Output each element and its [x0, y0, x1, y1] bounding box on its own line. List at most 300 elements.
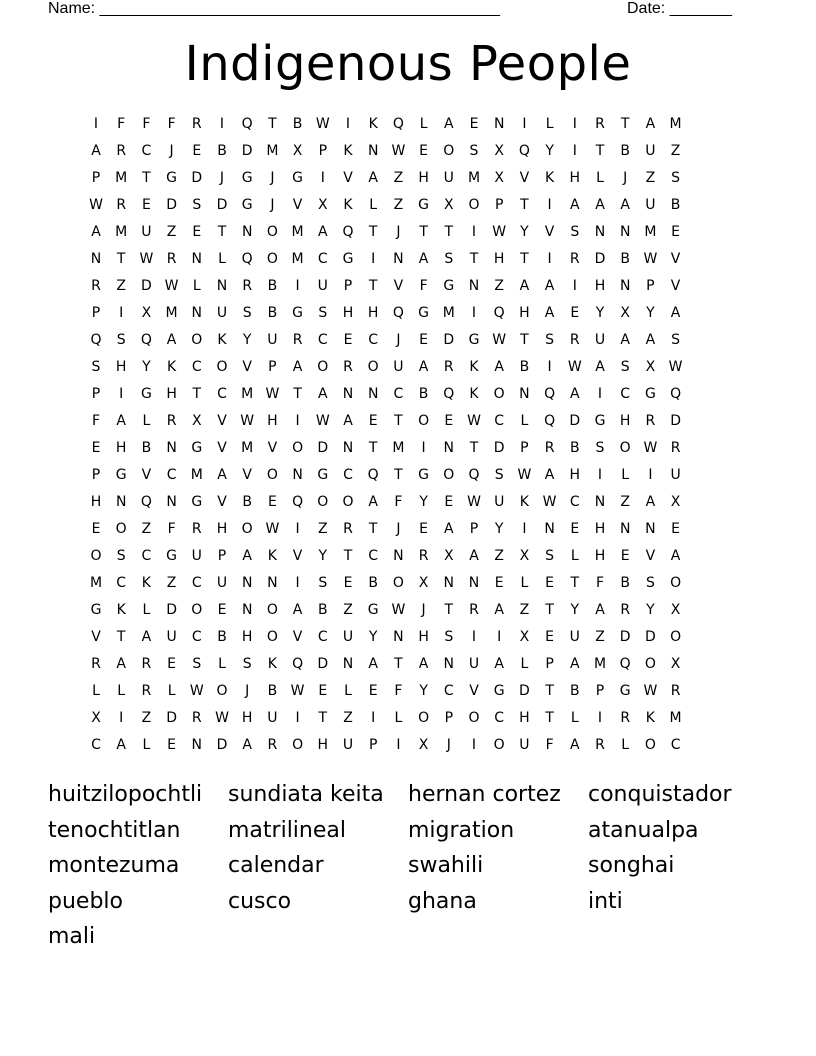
grid-letter[interactable]: G	[594, 413, 606, 429]
grid-letter[interactable]: T	[192, 386, 202, 402]
grid-letter[interactable]: A	[116, 413, 126, 429]
grid-letter[interactable]: O	[367, 359, 379, 375]
grid-letter[interactable]: G	[418, 467, 430, 483]
grid-letter[interactable]: Z	[393, 197, 404, 213]
grid-letter[interactable]: R	[569, 251, 580, 267]
grid-letter[interactable]: T	[318, 710, 328, 726]
grid-letter[interactable]: N	[443, 440, 455, 456]
grid-letter[interactable]: J	[396, 224, 401, 240]
grid-letter[interactable]: O	[292, 440, 304, 456]
grid-letter[interactable]: C	[191, 359, 202, 375]
grid-letter[interactable]: W	[492, 332, 507, 348]
grid-letter[interactable]: A	[570, 197, 580, 213]
grid-letter[interactable]: B	[569, 440, 580, 456]
grid-letter[interactable]: F	[91, 413, 101, 429]
grid-letter[interactable]: O	[317, 359, 329, 375]
grid-letter[interactable]: I	[471, 629, 477, 645]
grid-letter[interactable]: G	[166, 548, 178, 564]
grid-letter[interactable]: O	[493, 386, 505, 402]
grid-letter[interactable]: A	[494, 359, 504, 375]
grid-letter[interactable]: D	[493, 440, 505, 456]
grid-letter[interactable]: A	[292, 602, 303, 618]
grid-letter[interactable]: X	[670, 602, 681, 618]
grid-letter[interactable]: Z	[166, 575, 177, 591]
grid-letter[interactable]: Y	[545, 143, 554, 159]
grid-letter[interactable]: W	[643, 683, 658, 699]
grid-letter[interactable]: R	[166, 413, 177, 429]
grid-letter[interactable]: F	[117, 116, 126, 132]
grid-letter[interactable]: U	[494, 494, 505, 510]
grid-letter[interactable]: N	[519, 386, 530, 402]
grid-letter[interactable]: H	[619, 413, 631, 429]
grid-letter[interactable]: U	[569, 629, 580, 645]
grid-letter[interactable]: Z	[670, 143, 681, 159]
grid-letter[interactable]: W	[315, 413, 330, 429]
grid-letter[interactable]: J	[270, 197, 275, 213]
grid-letter[interactable]: A	[368, 494, 378, 510]
grid-letter[interactable]: Z	[595, 629, 605, 645]
grid-letter[interactable]: L	[142, 602, 151, 618]
grid-letter[interactable]: N	[443, 575, 455, 591]
grid-letter[interactable]: A	[444, 116, 454, 132]
grid-letter[interactable]: V	[292, 548, 303, 564]
grid-letter[interactable]: V	[242, 359, 252, 375]
grid-letter[interactable]: R	[670, 440, 681, 456]
grid-letter[interactable]: H	[493, 251, 505, 267]
grid-letter[interactable]: A	[570, 737, 580, 753]
grid-letter[interactable]: E	[444, 494, 454, 510]
grid-letter[interactable]: A	[620, 332, 630, 348]
grid-letter[interactable]: I	[547, 251, 552, 267]
grid-letter[interactable]: A	[242, 737, 252, 753]
grid-letter[interactable]: R	[544, 440, 555, 456]
grid-letter[interactable]: E	[671, 224, 681, 240]
grid-letter[interactable]: I	[371, 251, 376, 267]
grid-letter[interactable]: R	[469, 602, 479, 618]
grid-letter[interactable]: U	[443, 170, 454, 186]
grid-letter[interactable]: C	[343, 467, 353, 483]
grid-letter[interactable]: P	[91, 305, 101, 321]
grid-letter[interactable]: N	[619, 521, 631, 537]
grid-letter[interactable]: Q	[544, 386, 556, 402]
grid-letter[interactable]: E	[343, 575, 353, 591]
grid-letter[interactable]: P	[646, 278, 655, 294]
grid-letter[interactable]: S	[91, 359, 101, 375]
grid-letter[interactable]: K	[141, 575, 151, 591]
grid-letter[interactable]: Y	[646, 602, 655, 618]
grid-letter[interactable]: N	[468, 575, 480, 591]
grid-letter[interactable]: A	[570, 386, 580, 402]
grid-letter[interactable]: R	[116, 143, 127, 159]
grid-letter[interactable]: T	[293, 386, 302, 402]
grid-letter[interactable]: X	[670, 494, 681, 510]
grid-letter[interactable]: W	[215, 710, 229, 726]
grid-letter[interactable]: I	[572, 143, 577, 159]
grid-letter[interactable]: N	[166, 494, 177, 510]
grid-letter[interactable]: S	[620, 359, 630, 375]
grid-letter[interactable]: M	[442, 305, 455, 321]
grid-letter[interactable]: L	[369, 197, 378, 213]
grid-letter[interactable]: M	[115, 224, 128, 240]
grid-letter[interactable]: T	[620, 116, 630, 132]
grid-letter[interactable]: R	[595, 116, 605, 132]
grid-letter[interactable]: L	[142, 737, 151, 753]
grid-letter[interactable]: H	[519, 305, 530, 321]
grid-letter[interactable]: W	[467, 494, 481, 510]
grid-letter[interactable]: K	[267, 656, 277, 672]
grid-letter[interactable]: A	[318, 224, 328, 240]
grid-letter[interactable]: G	[140, 386, 152, 402]
grid-letter[interactable]: C	[494, 710, 505, 726]
grid-letter[interactable]: H	[594, 278, 606, 294]
grid-letter[interactable]: F	[142, 116, 151, 132]
grid-letter[interactable]: I	[471, 737, 477, 753]
grid-letter[interactable]: W	[668, 359, 683, 375]
grid-letter[interactable]: T	[368, 224, 378, 240]
grid-letter[interactable]: Q	[342, 224, 354, 240]
grid-letter[interactable]: C	[317, 629, 328, 645]
grid-letter[interactable]: P	[217, 548, 227, 564]
grid-letter[interactable]: Q	[544, 413, 556, 429]
grid-letter[interactable]: S	[444, 629, 454, 645]
grid-letter[interactable]: P	[368, 737, 378, 753]
grid-letter[interactable]: A	[418, 656, 429, 672]
grid-letter[interactable]: G	[317, 467, 329, 483]
grid-letter[interactable]: O	[644, 737, 656, 753]
grid-letter[interactable]: W	[89, 197, 103, 213]
grid-letter[interactable]: K	[469, 386, 479, 402]
grid-letter[interactable]: H	[418, 170, 429, 186]
grid-letter[interactable]: U	[670, 467, 681, 483]
grid-letter[interactable]: A	[544, 467, 555, 483]
grid-letter[interactable]: N	[619, 224, 631, 240]
grid-letter[interactable]: Y	[318, 548, 328, 564]
grid-letter[interactable]: H	[90, 494, 102, 510]
grid-letter[interactable]: E	[570, 305, 580, 321]
grid-letter[interactable]: J	[623, 170, 628, 186]
grid-letter[interactable]: D	[519, 683, 530, 699]
grid-letter[interactable]: F	[595, 575, 605, 591]
grid-letter[interactable]: T	[394, 413, 403, 429]
grid-letter[interactable]: A	[418, 359, 429, 375]
grid-letter[interactable]: I	[295, 521, 300, 537]
grid-letter[interactable]: B	[670, 197, 681, 213]
grid-letter[interactable]: V	[242, 467, 252, 483]
grid-letter[interactable]: N	[115, 494, 127, 510]
grid-letter[interactable]: E	[343, 332, 353, 348]
grid-letter[interactable]: H	[569, 467, 581, 483]
grid-letter[interactable]: G	[166, 170, 178, 186]
grid-letter[interactable]: K	[368, 116, 378, 132]
grid-letter[interactable]: P	[318, 143, 328, 159]
grid-letter[interactable]: M	[669, 710, 682, 726]
grid-letter[interactable]: A	[645, 494, 656, 510]
grid-letter[interactable]: G	[342, 251, 354, 267]
grid-letter[interactable]: A	[116, 656, 126, 672]
grid-letter[interactable]: N	[191, 305, 203, 321]
grid-letter[interactable]: U	[166, 629, 177, 645]
grid-letter[interactable]: M	[190, 467, 203, 483]
grid-letter[interactable]: P	[545, 656, 554, 672]
grid-letter[interactable]: I	[471, 305, 477, 321]
grid-letter[interactable]: O	[443, 467, 455, 483]
grid-letter[interactable]: Q	[292, 494, 304, 510]
grid-letter[interactable]: O	[468, 197, 480, 213]
grid-letter[interactable]: N	[645, 521, 656, 537]
grid-letter[interactable]: G	[90, 602, 102, 618]
grid-letter[interactable]: C	[569, 494, 580, 510]
grid-letter[interactable]: O	[670, 629, 682, 645]
grid-letter[interactable]: R	[116, 197, 127, 213]
grid-letter[interactable]: I	[547, 359, 552, 375]
grid-letter[interactable]: L	[520, 413, 529, 429]
grid-letter[interactable]: T	[520, 197, 529, 213]
grid-letter[interactable]: O	[266, 251, 278, 267]
grid-letter[interactable]: E	[469, 116, 479, 132]
grid-letter[interactable]: A	[217, 467, 227, 483]
grid-letter[interactable]: G	[241, 170, 253, 186]
grid-letter[interactable]: E	[545, 575, 555, 591]
grid-letter[interactable]: T	[419, 224, 428, 240]
grid-letter[interactable]: N	[166, 440, 177, 456]
grid-letter[interactable]: M	[241, 386, 254, 402]
grid-letter[interactable]: A	[595, 197, 605, 213]
grid-letter[interactable]: Z	[393, 170, 404, 186]
grid-letter[interactable]: M	[644, 224, 657, 240]
grid-letter[interactable]: G	[468, 332, 480, 348]
grid-letter[interactable]: J	[169, 143, 174, 159]
grid-letter[interactable]: X	[91, 710, 101, 726]
grid-letter[interactable]: N	[191, 737, 203, 753]
grid-letter[interactable]: V	[670, 251, 681, 267]
grid-letter[interactable]: B	[217, 629, 227, 645]
grid-letter[interactable]: S	[318, 575, 328, 591]
grid-letter[interactable]: G	[191, 440, 203, 456]
grid-letter[interactable]: T	[520, 251, 529, 267]
grid-letter[interactable]: E	[192, 143, 202, 159]
grid-letter[interactable]: B	[267, 278, 278, 294]
grid-letter[interactable]: Y	[570, 602, 580, 618]
grid-letter[interactable]: E	[167, 737, 177, 753]
date-field[interactable]: Date: _______	[627, 0, 732, 17]
grid-letter[interactable]: Q	[367, 467, 379, 483]
grid-letter[interactable]: B	[620, 143, 630, 159]
grid-letter[interactable]: A	[141, 629, 152, 645]
grid-letter[interactable]: D	[216, 737, 228, 753]
grid-letter[interactable]: K	[217, 332, 227, 348]
grid-letter[interactable]: N	[594, 494, 606, 510]
grid-letter[interactable]: Z	[343, 710, 353, 726]
grid-letter[interactable]: W	[542, 494, 557, 510]
grid-letter[interactable]: R	[91, 278, 101, 294]
grid-letter[interactable]: N	[393, 548, 404, 564]
grid-letter[interactable]: U	[191, 548, 202, 564]
grid-letter[interactable]: R	[569, 332, 580, 348]
grid-letter[interactable]: I	[572, 116, 577, 132]
grid-letter[interactable]: O	[468, 710, 480, 726]
grid-letter[interactable]: W	[391, 143, 406, 159]
grid-letter[interactable]: C	[217, 386, 227, 402]
grid-letter[interactable]: T	[142, 170, 151, 186]
grid-letter[interactable]: S	[116, 548, 126, 564]
grid-letter[interactable]: P	[91, 467, 101, 483]
grid-letter[interactable]: R	[343, 359, 353, 375]
grid-letter[interactable]: K	[545, 170, 555, 186]
grid-letter[interactable]: I	[119, 386, 124, 402]
grid-letter[interactable]: W	[643, 440, 658, 456]
grid-letter[interactable]: B	[242, 494, 252, 510]
grid-letter[interactable]: Q	[241, 116, 253, 132]
grid-letter[interactable]: T	[268, 116, 277, 132]
grid-letter[interactable]: A	[645, 116, 656, 132]
grid-letter[interactable]: Q	[619, 656, 631, 672]
grid-letter[interactable]: J	[270, 170, 275, 186]
grid-letter[interactable]: G	[292, 305, 304, 321]
grid-letter[interactable]: I	[219, 116, 225, 132]
grid-letter[interactable]: R	[191, 710, 202, 726]
grid-letter[interactable]: S	[570, 224, 580, 240]
grid-letter[interactable]: R	[91, 656, 101, 672]
grid-letter[interactable]: N	[342, 440, 354, 456]
grid-letter[interactable]: J	[396, 332, 401, 348]
grid-letter[interactable]: R	[343, 521, 353, 537]
grid-letter[interactable]: U	[216, 305, 228, 321]
grid-letter[interactable]: D	[166, 710, 177, 726]
grid-letter[interactable]: H	[569, 170, 581, 186]
grid-letter[interactable]: B	[620, 575, 630, 591]
grid-letter[interactable]: J	[219, 170, 225, 186]
grid-letter[interactable]: D	[141, 278, 152, 294]
grid-letter[interactable]: V	[267, 440, 278, 456]
grid-letter[interactable]: C	[443, 683, 454, 699]
grid-letter[interactable]: A	[519, 278, 530, 294]
grid-letter[interactable]: V	[393, 278, 404, 294]
grid-letter[interactable]: L	[117, 683, 126, 699]
grid-letter[interactable]: O	[443, 143, 455, 159]
grid-letter[interactable]: C	[116, 575, 127, 591]
grid-letter[interactable]: A	[645, 332, 656, 348]
grid-letter[interactable]: I	[320, 170, 325, 186]
grid-letter[interactable]: X	[192, 413, 202, 429]
grid-letter[interactable]: K	[167, 359, 177, 375]
grid-letter[interactable]: K	[469, 359, 479, 375]
grid-letter[interactable]: D	[619, 629, 631, 645]
grid-letter[interactable]: T	[520, 332, 529, 348]
grid-letter[interactable]: H	[267, 413, 278, 429]
grid-letter[interactable]: M	[467, 170, 481, 186]
grid-letter[interactable]: W	[290, 683, 305, 699]
grid-letter[interactable]: M	[593, 656, 607, 672]
grid-letter[interactable]: L	[419, 116, 428, 132]
grid-letter[interactable]: P	[469, 521, 479, 537]
grid-letter[interactable]: R	[418, 548, 429, 564]
grid-letter[interactable]: J	[446, 737, 451, 753]
grid-letter[interactable]: Y	[242, 332, 252, 348]
grid-letter[interactable]: Q	[468, 467, 480, 483]
grid-letter[interactable]: G	[115, 467, 127, 483]
grid-letter[interactable]: R	[141, 683, 152, 699]
grid-letter[interactable]: F	[167, 521, 176, 537]
grid-letter[interactable]: A	[670, 305, 681, 321]
grid-letter[interactable]: T	[545, 710, 554, 726]
grid-letter[interactable]: I	[396, 737, 401, 753]
grid-letter[interactable]: A	[166, 332, 177, 348]
grid-letter[interactable]: Y	[520, 224, 529, 240]
grid-letter[interactable]: Z	[620, 494, 630, 510]
grid-letter[interactable]: N	[267, 575, 278, 591]
grid-letter[interactable]: V	[519, 170, 530, 186]
grid-letter[interactable]: L	[142, 413, 151, 429]
grid-letter[interactable]: L	[520, 575, 529, 591]
grid-letter[interactable]: U	[594, 332, 606, 348]
grid-letter[interactable]: T	[570, 575, 580, 591]
grid-letter[interactable]: B	[217, 143, 227, 159]
grid-letter[interactable]: L	[192, 278, 201, 294]
grid-letter[interactable]: S	[444, 251, 454, 267]
grid-letter[interactable]: E	[545, 629, 555, 645]
grid-letter[interactable]: W	[643, 251, 658, 267]
grid-letter[interactable]: Q	[241, 251, 253, 267]
grid-letter[interactable]: T	[595, 143, 605, 159]
grid-letter[interactable]: T	[444, 602, 454, 618]
grid-letter[interactable]: I	[421, 440, 426, 456]
grid-letter[interactable]: D	[166, 602, 177, 618]
grid-letter[interactable]: E	[419, 143, 429, 159]
grid-letter[interactable]: B	[267, 683, 278, 699]
grid-letter[interactable]: A	[343, 413, 353, 429]
grid-letter[interactable]: E	[570, 521, 580, 537]
grid-letter[interactable]: M	[291, 251, 304, 267]
grid-letter[interactable]: F	[394, 494, 403, 510]
grid-letter[interactable]: C	[368, 548, 379, 564]
grid-letter[interactable]: L	[394, 710, 403, 726]
grid-letter[interactable]: C	[670, 737, 681, 753]
grid-letter[interactable]: R	[620, 710, 631, 726]
grid-letter[interactable]: K	[267, 548, 277, 564]
grid-letter[interactable]: H	[166, 386, 177, 402]
grid-letter[interactable]: A	[368, 656, 378, 672]
grid-letter[interactable]: V	[91, 629, 101, 645]
grid-letter[interactable]: A	[544, 278, 555, 294]
grid-letter[interactable]: U	[267, 710, 278, 726]
grid-letter[interactable]: O	[418, 710, 430, 726]
grid-letter[interactable]: Q	[292, 656, 304, 672]
grid-letter[interactable]: W	[567, 359, 582, 375]
grid-letter[interactable]: V	[292, 197, 303, 213]
grid-letter[interactable]: H	[115, 359, 127, 375]
grid-letter[interactable]: E	[620, 548, 630, 564]
grid-letter[interactable]: E	[419, 332, 429, 348]
grid-letter[interactable]: P	[91, 386, 101, 402]
grid-letter[interactable]: C	[141, 548, 152, 564]
grid-letter[interactable]: O	[644, 656, 656, 672]
grid-letter[interactable]: A	[620, 197, 630, 213]
grid-letter[interactable]: S	[671, 170, 681, 186]
grid-letter[interactable]: S	[116, 332, 126, 348]
grid-letter[interactable]: A	[494, 656, 504, 672]
grid-letter[interactable]: R	[443, 359, 454, 375]
grid-letter[interactable]: E	[671, 521, 681, 537]
grid-letter[interactable]: L	[570, 548, 579, 564]
grid-letter[interactable]: T	[545, 602, 554, 618]
grid-letter[interactable]: K	[116, 602, 126, 618]
grid-letter[interactable]: N	[241, 575, 253, 591]
grid-letter[interactable]: M	[392, 440, 405, 456]
grid-letter[interactable]: E	[192, 224, 202, 240]
grid-letter[interactable]: O	[266, 467, 278, 483]
grid-letter[interactable]: Q	[493, 305, 505, 321]
grid-letter[interactable]: F	[167, 116, 176, 132]
